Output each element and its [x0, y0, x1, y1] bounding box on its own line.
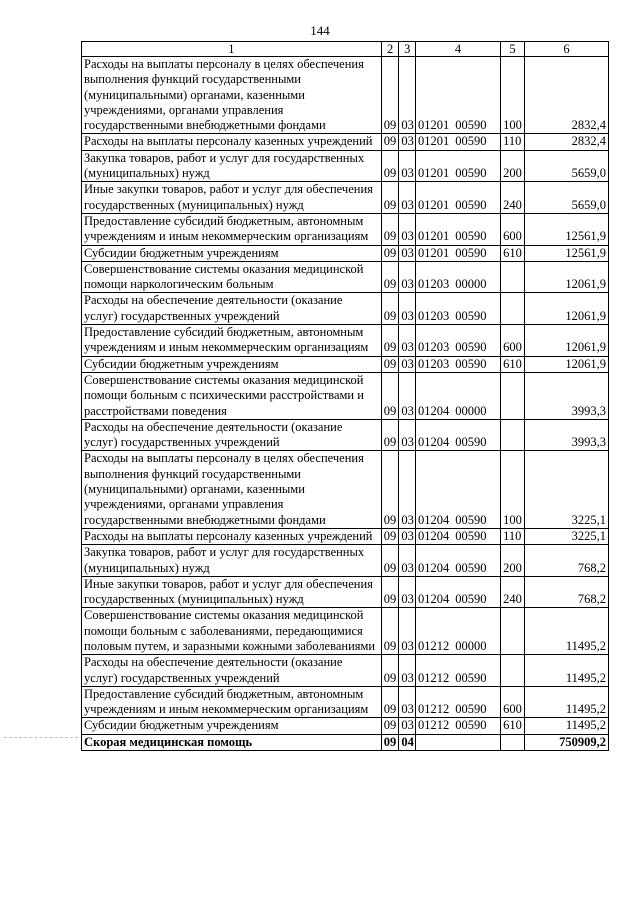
expense-type-code — [501, 734, 525, 750]
target-article-code — [416, 325, 501, 357]
section-code: 09 — [381, 576, 399, 608]
expense-type-code — [501, 261, 525, 293]
subsection-code: 03 — [399, 134, 416, 150]
amount-value: 12061,9 — [524, 356, 608, 372]
direction-code: 00590 — [455, 512, 487, 527]
table-row — [82, 419, 609, 451]
table-row — [82, 261, 609, 293]
column-header-target-article: 4 — [416, 42, 501, 57]
amount-value: 12061,9 — [524, 325, 608, 357]
target-article-code — [416, 655, 501, 687]
table-row — [82, 608, 609, 655]
amount-value: 11495,2 — [524, 686, 608, 718]
subsection-code: 03 — [399, 261, 416, 293]
expense-type-code: 610 — [501, 718, 525, 734]
section-code: 09 — [381, 213, 399, 245]
direction-code: 00590 — [455, 134, 487, 149]
target-article-code — [416, 213, 501, 245]
row-name: Расходы на обеспечение деятельности (оказание услуг) государственных учреждений — [82, 655, 382, 687]
program-code: 01203 — [418, 308, 450, 323]
row-name: Иные закупки товаров, работ и услуг для обеспечения государственных (муниципальных) нужд — [82, 576, 382, 608]
table-row — [82, 528, 609, 544]
target-article-code — [416, 245, 501, 261]
row-name: Расходы на выплаты персоналу казенных учреждений — [82, 528, 382, 544]
program-code: 01212 — [418, 670, 450, 685]
direction-code: 00590 — [455, 718, 487, 733]
row-name: Субсидии бюджетным учреждениям — [82, 245, 382, 261]
amount-value: 2832,4 — [524, 57, 608, 134]
subsection-code: 03 — [399, 419, 416, 451]
target-article-code — [416, 686, 501, 718]
column-header-expense-type: 5 — [501, 42, 525, 57]
section-code: 09 — [381, 356, 399, 372]
section-code: 09 — [381, 608, 399, 655]
amount-value: 2832,4 — [524, 134, 608, 150]
subsection-code: 03 — [399, 545, 416, 577]
section-code: 09 — [381, 718, 399, 734]
direction-code: 00590 — [455, 702, 487, 717]
amount-value: 12061,9 — [524, 261, 608, 293]
section-code: 09 — [381, 293, 399, 325]
target-article-code — [416, 734, 501, 750]
direction-code: 00590 — [455, 528, 487, 543]
budget-table — [81, 41, 609, 751]
program-code: 01204 — [418, 528, 450, 543]
program-code: 01201 — [418, 166, 450, 181]
subsection-code: 03 — [399, 372, 416, 419]
section-code: 09 — [381, 261, 399, 293]
section-code: 09 — [381, 734, 399, 750]
row-name: Скорая медицинская помощь — [82, 734, 382, 750]
row-name: Субсидии бюджетным учреждениям — [82, 718, 382, 734]
target-article-code — [416, 293, 501, 325]
section-code: 09 — [381, 325, 399, 357]
target-article-code — [416, 356, 501, 372]
expense-type-code: 110 — [501, 528, 525, 544]
direction-code: 00590 — [455, 340, 487, 355]
table-row — [82, 545, 609, 577]
program-code: 01201 — [418, 229, 450, 244]
amount-value: 750909,2 — [524, 734, 608, 750]
section-code: 09 — [381, 545, 399, 577]
row-name: Предоставление субсидий бюджетным, автономным учреждениям и иным некоммерческим организациям — [82, 686, 382, 718]
subsection-code: 03 — [399, 325, 416, 357]
row-name: Субсидии бюджетным учреждениям — [82, 356, 382, 372]
section-code: 09 — [381, 134, 399, 150]
expense-type-code — [501, 293, 525, 325]
amount-value: 768,2 — [524, 545, 608, 577]
program-code: 01203 — [418, 277, 450, 292]
expense-type-code: 600 — [501, 686, 525, 718]
table-row — [82, 576, 609, 608]
expense-type-code — [501, 655, 525, 687]
expense-type-code: 600 — [501, 325, 525, 357]
direction-code: 00590 — [455, 166, 487, 181]
column-header-subsection: 3 — [399, 42, 416, 57]
section-code: 09 — [381, 686, 399, 718]
page-number: 144 — [310, 23, 330, 38]
amount-value: 11495,2 — [524, 718, 608, 734]
direction-code: 00590 — [455, 245, 487, 260]
amount-value: 11495,2 — [524, 655, 608, 687]
subsection-code: 03 — [399, 528, 416, 544]
expense-type-code: 200 — [501, 150, 525, 182]
expense-type-code — [501, 608, 525, 655]
margin-scan-mark — [4, 737, 78, 738]
table-row — [82, 57, 609, 134]
row-name: Расходы на выплаты персоналу в целях обеспечения выполнения функций государственными (муниципальными) органами, казенными учреждениями, органами управления государственными внебюджетными фондами — [82, 451, 382, 528]
table-body — [82, 57, 609, 751]
header-row — [82, 42, 609, 57]
amount-value: 5659,0 — [524, 182, 608, 214]
column-header-section: 2 — [381, 42, 399, 57]
column-header-amount: 6 — [524, 42, 608, 57]
direction-code: 00590 — [455, 356, 487, 371]
table-row — [82, 134, 609, 150]
program-code: 01204 — [418, 435, 450, 450]
subsection-code: 03 — [399, 608, 416, 655]
table-row — [82, 325, 609, 357]
table-header — [82, 42, 609, 57]
expense-type-code — [501, 372, 525, 419]
target-article-code — [416, 57, 501, 134]
direction-code: 00000 — [455, 638, 487, 653]
expense-type-code: 610 — [501, 245, 525, 261]
table-row — [82, 245, 609, 261]
target-article-code — [416, 150, 501, 182]
row-name: Расходы на обеспечение деятельности (оказание услуг) государственных учреждений — [82, 293, 382, 325]
program-code: 01204 — [418, 512, 450, 527]
table-row — [82, 451, 609, 528]
row-name: Закупка товаров, работ и услуг для государственных (муниципальных) нужд — [82, 150, 382, 182]
target-article-code — [416, 608, 501, 655]
program-code: 01204 — [418, 560, 450, 575]
row-name: Расходы на выплаты персоналу в целях обеспечения выполнения функций государственными (муниципальными) органами, казенными учреждениями, органами управления государственными внебюджетными фондами — [82, 57, 382, 134]
table-row — [82, 655, 609, 687]
table-row — [82, 150, 609, 182]
direction-code: 00590 — [455, 118, 487, 133]
program-code: 01212 — [418, 718, 450, 733]
row-name: Расходы на выплаты персоналу казенных учреждений — [82, 134, 382, 150]
expense-type-code: 600 — [501, 213, 525, 245]
expense-type-code: 610 — [501, 356, 525, 372]
subsection-code: 03 — [399, 718, 416, 734]
program-code: 01201 — [418, 118, 450, 133]
target-article-code — [416, 528, 501, 544]
target-article-code — [416, 134, 501, 150]
subsection-code: 03 — [399, 150, 416, 182]
direction-code: 00590 — [455, 435, 487, 450]
column-header-name: 1 — [82, 42, 382, 57]
subsection-code: 03 — [399, 57, 416, 134]
section-code: 09 — [381, 451, 399, 528]
target-article-code — [416, 451, 501, 528]
row-name: Совершенствование системы оказания медицинской помощи наркологическим больным — [82, 261, 382, 293]
subsection-code: 03 — [399, 182, 416, 214]
program-code: 01201 — [418, 134, 450, 149]
direction-code: 00590 — [455, 197, 487, 212]
target-article-code — [416, 372, 501, 419]
subsection-code: 03 — [399, 686, 416, 718]
section-code: 09 — [381, 528, 399, 544]
program-code: 01201 — [418, 245, 450, 260]
amount-value: 768,2 — [524, 576, 608, 608]
section-code: 09 — [381, 419, 399, 451]
subsection-code: 03 — [399, 451, 416, 528]
program-code: 01204 — [418, 592, 450, 607]
direction-code: 00000 — [455, 277, 487, 292]
program-code: 01201 — [418, 197, 450, 212]
section-code: 09 — [381, 245, 399, 261]
expense-type-code: 110 — [501, 134, 525, 150]
expense-type-code: 240 — [501, 576, 525, 608]
row-name: Иные закупки товаров, работ и услуг для обеспечения государственных (муниципальных) нужд — [82, 182, 382, 214]
subsection-code: 03 — [399, 245, 416, 261]
expense-type-code — [501, 419, 525, 451]
subsection-code: 03 — [399, 576, 416, 608]
amount-value: 12561,9 — [524, 213, 608, 245]
amount-value: 3225,1 — [524, 451, 608, 528]
table-row — [82, 356, 609, 372]
target-article-code — [416, 718, 501, 734]
section-code: 09 — [381, 57, 399, 134]
row-name: Предоставление субсидий бюджетным, автономным учреждениям и иным некоммерческим организациям — [82, 325, 382, 357]
direction-code: 00590 — [455, 560, 487, 575]
direction-code: 00590 — [455, 670, 487, 685]
amount-value: 11495,2 — [524, 608, 608, 655]
section-code: 09 — [381, 150, 399, 182]
subsection-code: 03 — [399, 356, 416, 372]
direction-code: 00000 — [455, 403, 487, 418]
program-code: 01212 — [418, 638, 450, 653]
section-code: 09 — [381, 372, 399, 419]
row-name: Предоставление субсидий бюджетным, автономным учреждениям и иным некоммерческим организациям — [82, 213, 382, 245]
expense-type-code: 100 — [501, 57, 525, 134]
target-article-code — [416, 419, 501, 451]
table-row — [82, 686, 609, 718]
row-name: Расходы на обеспечение деятельности (оказание услуг) государственных учреждений — [82, 419, 382, 451]
subsection-code: 03 — [399, 293, 416, 325]
program-code: 01212 — [418, 702, 450, 717]
amount-value: 12061,9 — [524, 293, 608, 325]
target-article-code — [416, 576, 501, 608]
direction-code: 00590 — [455, 229, 487, 244]
row-name: Закупка товаров, работ и услуг для государственных (муниципальных) нужд — [82, 545, 382, 577]
subsection-code: 03 — [399, 655, 416, 687]
section-code: 09 — [381, 655, 399, 687]
amount-value: 3993,3 — [524, 372, 608, 419]
amount-value: 3225,1 — [524, 528, 608, 544]
program-code: 01203 — [418, 356, 450, 371]
target-article-code — [416, 545, 501, 577]
direction-code: 00590 — [455, 592, 487, 607]
table-row — [82, 213, 609, 245]
program-code: 01204 — [418, 403, 450, 418]
row-name: Совершенствование системы оказания медицинской помощи больным с психическими расстройствами и расстройствами поведения — [82, 372, 382, 419]
subsection-code: 04 — [399, 734, 416, 750]
direction-code: 00590 — [455, 308, 487, 323]
table-row — [82, 718, 609, 734]
section-code: 09 — [381, 182, 399, 214]
expense-type-code: 200 — [501, 545, 525, 577]
target-article-code — [416, 261, 501, 293]
amount-value: 3993,3 — [524, 419, 608, 451]
table-row — [82, 734, 609, 750]
table-row — [82, 182, 609, 214]
expense-type-code: 100 — [501, 451, 525, 528]
row-name: Совершенствование системы оказания медицинской помощи больным с заболеваниями, передающимися половым путем, и заразными кожными заболеваниями — [82, 608, 382, 655]
amount-value: 5659,0 — [524, 150, 608, 182]
expense-type-code: 240 — [501, 182, 525, 214]
subsection-code: 03 — [399, 213, 416, 245]
table-row — [82, 293, 609, 325]
target-article-code — [416, 182, 501, 214]
table-row — [82, 372, 609, 419]
amount-value: 12561,9 — [524, 245, 608, 261]
program-code: 01203 — [418, 340, 450, 355]
